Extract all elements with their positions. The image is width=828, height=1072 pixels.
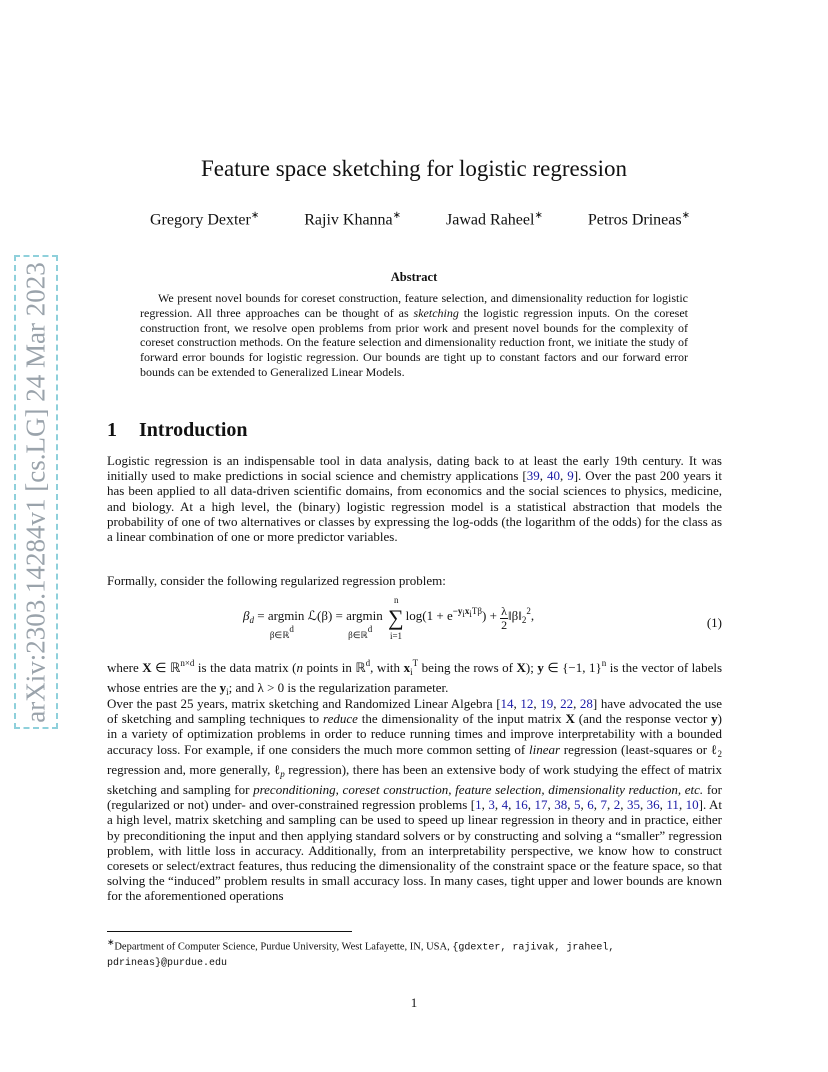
citation-link[interactable]: 36 xyxy=(646,797,660,813)
citation-link[interactable]: 5 xyxy=(574,797,581,813)
author: Petros Drineas∗ xyxy=(587,210,690,229)
citation-link[interactable]: 10 xyxy=(685,797,699,813)
author-emails: {gdexter, rajivak, jraheel, pdrineas}@purdue.edu xyxy=(107,942,615,969)
section-number: 1 xyxy=(107,419,117,441)
author-list xyxy=(150,210,690,229)
arxiv-identifier: arXiv:2303.14284v1 [cs.LG] 24 Mar 2023 xyxy=(20,261,51,723)
citation-link[interactable]: 16 xyxy=(514,797,528,813)
paragraph: where X ∈ ℝ$^{n\times d}$ is the data matrix (n points in ℝ$^d$, with $x_i^T$ being the rows of X); y ∈ {−1, 1}$^n$ is the vector of labels whose entries are the $y_i$; and λ > 0 is the regularization parameter. xyxy=(107,658,723,698)
citation-link[interactable]: 6 xyxy=(587,797,594,813)
citation-link[interactable]: 22 xyxy=(560,696,574,711)
equation-1 xyxy=(107,597,722,651)
citation-link[interactable]: 17 xyxy=(534,797,548,813)
equation-body: $\beta_d = argmin$ β∈ℝd ℒ(β) = argmin β∈ℝd n ∑ i=1 $\log(1 + e^{-yixiT\beta})$ + $\frac{\lambda}{2}$ $‖\beta‖_2^2$, xyxy=(243,595,535,641)
citation-link[interactable]: 9 xyxy=(567,468,574,484)
page-number: 1 xyxy=(410,995,418,1010)
arxiv-stamp xyxy=(14,255,58,729)
section-heading xyxy=(107,419,248,442)
paragraph: Logistic regression is an indispensable tool in data analysis, dating back to at least the early 19th century. It was initially used to make predictions in social science and chemistry applications [39, 40, 9]. Over the past 200 years it has been applied to all data-driven scientific domains, from economics and the social sciences to physics, medicine, and biology. At a high level, the (binary) logistic regression model is a statistical abstraction that models the probability of one of two alternatives or classes by expressing the log-odds (the logarithm of the odds) for the class as a linear combination of one or more predictor variables. xyxy=(107,453,723,545)
citation-link[interactable]: 1 xyxy=(475,797,482,813)
citation-link[interactable]: 38 xyxy=(554,797,568,813)
citation-link[interactable]: 19 xyxy=(540,696,554,711)
citation-link[interactable]: 7 xyxy=(600,797,607,813)
paragraph: Over the past 25 years, matrix sketching and Randomized Linear Algebra [14, 12, 19, 22, 28] have advocated the use of sketching and sampling techniques to reduce the dimensionality of the input matrix X (and the response vector y) in a variety of optimization problems in order to reduce running times and improve interpretability with a bounded accuracy loss. For example, if one considers the much more common setting of linear regression (least-squares or ℓ$_2$ regression and, more generally, ℓ$_p$ regression), there has been an extensive body of work studying the effect of matrix sketching and sampling for preconditioning, coreset construction, feature selection, dimensionality reduction, etc. for (regularized or not) under- and over-constrained regression problems [1, 3, 4, 16, 17, 38, 5, 6, 7, 2, 35, 36, 11, 10]. At a high level, matrix sketching and sampling can be used to speed up linear regression in theory and in practice, either by preconditioning the input and then applying standard solvers or by constructing and solving a “smaller” regression problem, with little loss in accuracy. Additionally, from an interpretability perspective, we know how to construct coresets or select/extract features, thus reducing the dimensionality of the constraint space or the feature space, so that solving the “induced” problem results in small accuracy loss. In many cases, tight upper and lower bounds are known for the aforementioned operations xyxy=(107,696,723,904)
citation-link[interactable]: 11 xyxy=(666,797,679,813)
citation-link[interactable]: 14 xyxy=(500,696,514,711)
citation-link[interactable]: 35 xyxy=(626,797,640,813)
section-title: Introduction xyxy=(139,419,248,441)
author: Rajiv Khanna∗ xyxy=(304,210,402,229)
citation-link[interactable]: 12 xyxy=(520,696,534,711)
footnote-rule xyxy=(107,931,352,932)
citation-link[interactable]: 2 xyxy=(613,797,621,813)
paper-title: Feature space sketching for logistic regression xyxy=(200,156,627,181)
footnote: ∗Department of Computer Science, Purdue University, West Lafayette, IN, USA, {gdexter, rajivak, jraheel, pdrineas}@purdue.edu xyxy=(107,937,615,969)
citation-link[interactable]: 4 xyxy=(501,797,509,813)
author: Jawad Raheel∗ xyxy=(446,210,543,229)
abstract-heading: Abstract xyxy=(390,270,438,284)
citation-link[interactable]: 40 xyxy=(546,468,560,484)
author: Gregory Dexter∗ xyxy=(150,210,260,229)
citation-link[interactable]: 39 xyxy=(526,468,540,484)
equation-number: (1) xyxy=(706,615,722,630)
citation-link[interactable]: 3 xyxy=(488,797,495,813)
citation-link[interactable]: 28 xyxy=(579,696,593,711)
paragraph: Formally, consider the following regularized regression problem: xyxy=(107,573,446,588)
abstract-text: We present novel bounds for coreset construction, feature selection, and dimensionality reduction for logistic regression. All three approaches can be thought of as sketching the logistic regression inputs. On the coreset construction front, we resolve open problems from prior work and present novel bounds for the complexity of coreset construction methods. On the feature selection and dimensionality reduction front, we initiate the study of forward error bounds for logistic regression. Our bounds are tight up to constant factors and our forward error bounds can be extended to Generalized Linear Models. xyxy=(140,291,688,379)
